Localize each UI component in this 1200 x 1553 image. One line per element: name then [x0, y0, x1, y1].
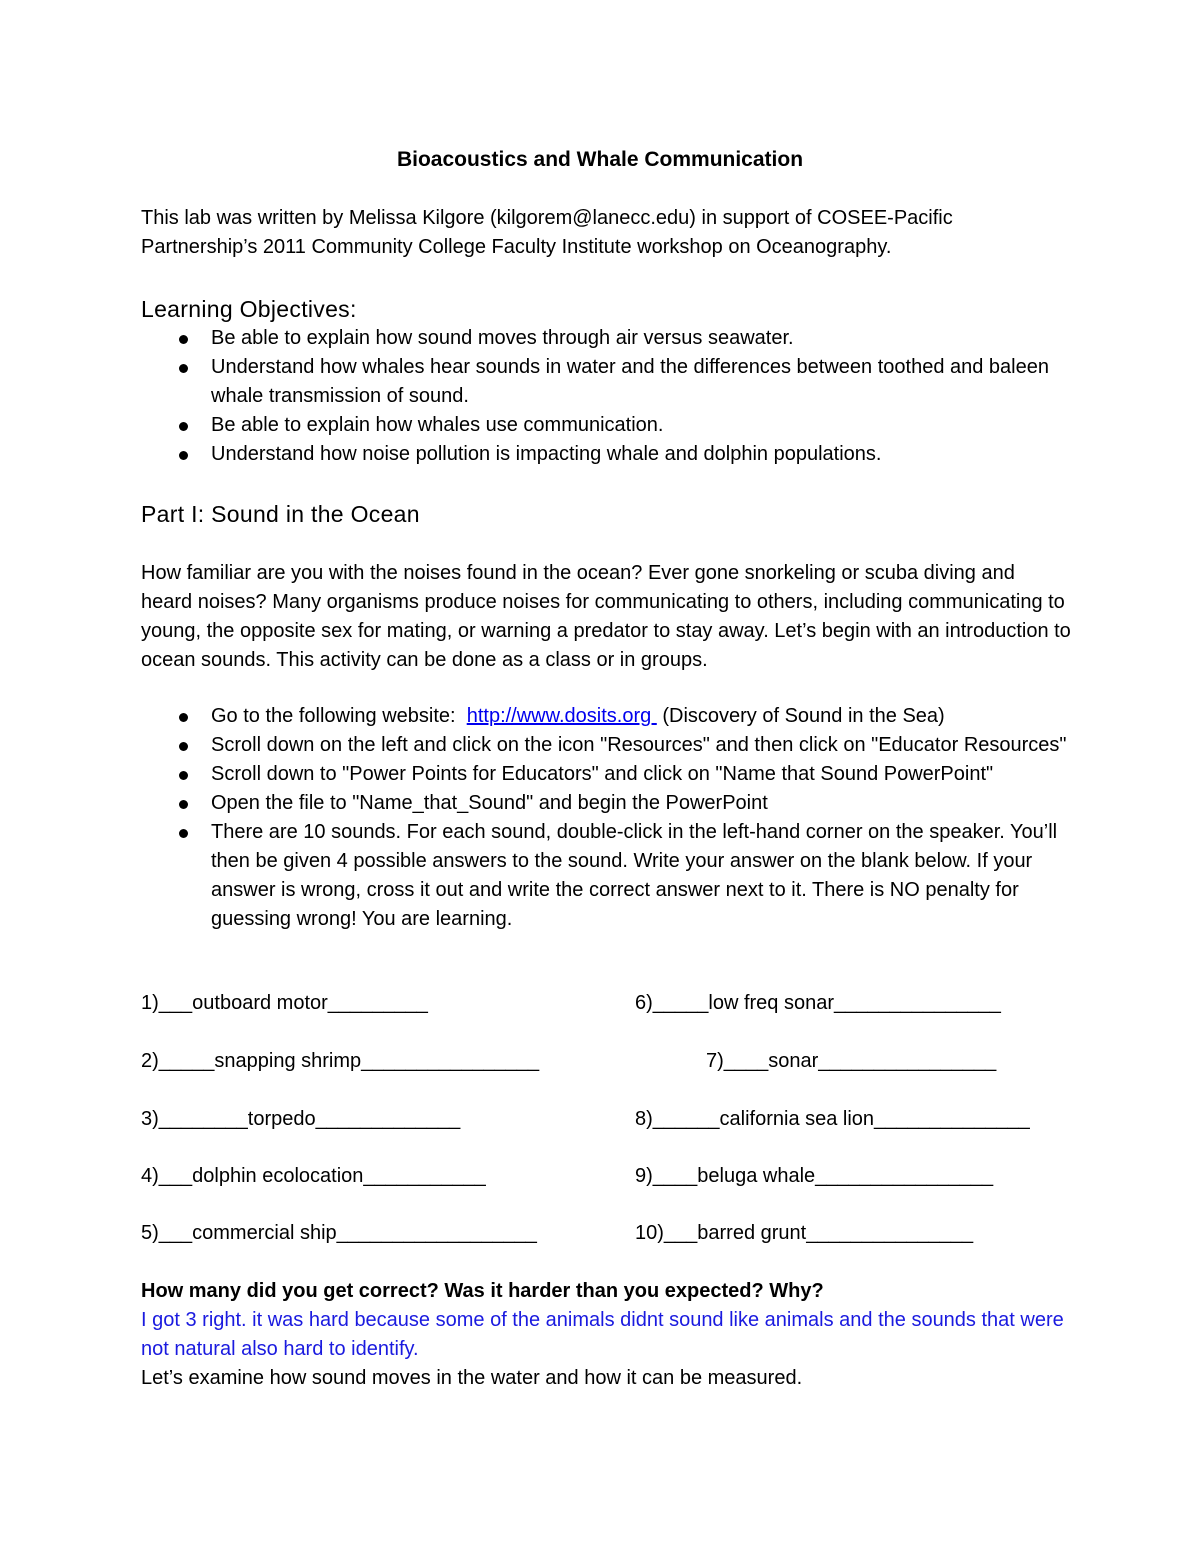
- document-title: Bioacoustics and Whale Communication: [396, 148, 804, 171]
- intro-line-1: This lab was written by Melissa Kilgore (kilgorem@lanecc.edu) in support of COSEE-Pacific: [141, 207, 953, 229]
- step-text: Go to the following website:: [211, 705, 467, 727]
- intro-line-2: Partnership’s 2011 Community College Faculty Institute workshop on Oceanography.: [141, 236, 892, 258]
- objective-text: Understand how noise pollution is impacting whale and dolphin populations.: [211, 443, 882, 465]
- answer-6: 6)_____low freq sonar_______________: [635, 992, 1001, 1014]
- answer-4: 4)___dolphin ecolocation___________: [141, 1165, 486, 1187]
- objective-item: [141, 324, 1071, 353]
- step-text: (Discovery of Sound in the Sea): [656, 705, 945, 727]
- answer-3: 3)________torpedo_____________: [141, 1108, 461, 1130]
- bullet-icon: [179, 364, 188, 373]
- objective-text: Understand how whales hear sounds in water and the differences between toothed and baleen whale transmission of sound.: [211, 356, 1049, 407]
- bullet-icon: [179, 713, 188, 722]
- step-item: [141, 818, 1071, 934]
- answer-7: 7)____sonar________________: [706, 1050, 997, 1072]
- step-text: Scroll down to "Power Points for Educators" and click on "Name that Sound PowerPoint": [211, 763, 994, 785]
- bullet-icon: [179, 771, 188, 780]
- student-response: I got 3 right. it was hard because some of the animals didnt sound like animals and the sounds that were not natural also hard to identify.: [141, 1309, 1064, 1360]
- objectives-list: [141, 324, 1071, 469]
- objective-item: [141, 440, 1071, 469]
- answer-8: 8)______california sea lion______________: [635, 1108, 1030, 1130]
- step-item: [141, 702, 1071, 731]
- answer-1: 1)___outboard motor_________: [141, 992, 428, 1014]
- bullet-icon: [179, 829, 188, 838]
- closing-sentence: Let’s examine how sound moves in the water and how it can be measured.: [141, 1367, 803, 1389]
- answer-2: 2)_____snapping shrimp________________: [141, 1050, 540, 1072]
- step-item: [141, 760, 1071, 789]
- bullet-icon: [179, 451, 188, 460]
- bullet-icon: [179, 335, 188, 344]
- bullet-icon: [179, 742, 188, 751]
- intro-paragraph: [141, 204, 1071, 262]
- step-item: [141, 731, 1071, 760]
- answer-9: 9)____beluga whale________________: [635, 1165, 994, 1187]
- steps-list: [141, 702, 1071, 934]
- objective-text: Be able to explain how sound moves through air versus seawater.: [211, 327, 794, 349]
- dosits-link[interactable]: http://www.dosits.org: [466, 705, 657, 727]
- bullet-icon: [179, 422, 188, 431]
- step-text: Scroll down on the left and click on the icon "Resources" and then click on "Educator Resources": [211, 734, 1067, 756]
- part1-paragraph: How familiar are you with the noises found in the ocean? Ever gone snorkeling or scuba diving and heard noises? Many organisms produce noises for communicating to others, including communicating to young, the opposite sex for mating, or warning a predator to stay away. Let’s begin with an introduction to ocean sounds. This activity can be done as a class or in groups.: [141, 562, 1071, 671]
- step-item: [141, 789, 1071, 818]
- learning-objectives-heading: Learning Objectives:: [141, 296, 357, 322]
- bullet-icon: [179, 800, 188, 809]
- answer-10: 10)___barred grunt_______________: [635, 1222, 974, 1244]
- objective-item: [141, 411, 1071, 440]
- reflection-question: How many did you get correct? Was it harder than you expected? Why?: [141, 1280, 824, 1302]
- objective-item: [141, 353, 1071, 411]
- answer-5: 5)___commercial ship__________________: [141, 1222, 537, 1244]
- objective-text: Be able to explain how whales use communication.: [211, 414, 664, 436]
- step-text: There are 10 sounds. For each sound, double-click in the left-hand corner on the speaker. You’ll then be given 4 possible answers to the sound. Write your answer on the blank below. If your answer is wrong, cross it out and write the correct answer next to it. There is NO penalty for guessing wrong! You are learning.: [211, 821, 1058, 930]
- part1-heading: Part I: Sound in the Ocean: [141, 501, 420, 527]
- step-text: Open the file to "Name_that_Sound" and begin the PowerPoint: [211, 792, 768, 814]
